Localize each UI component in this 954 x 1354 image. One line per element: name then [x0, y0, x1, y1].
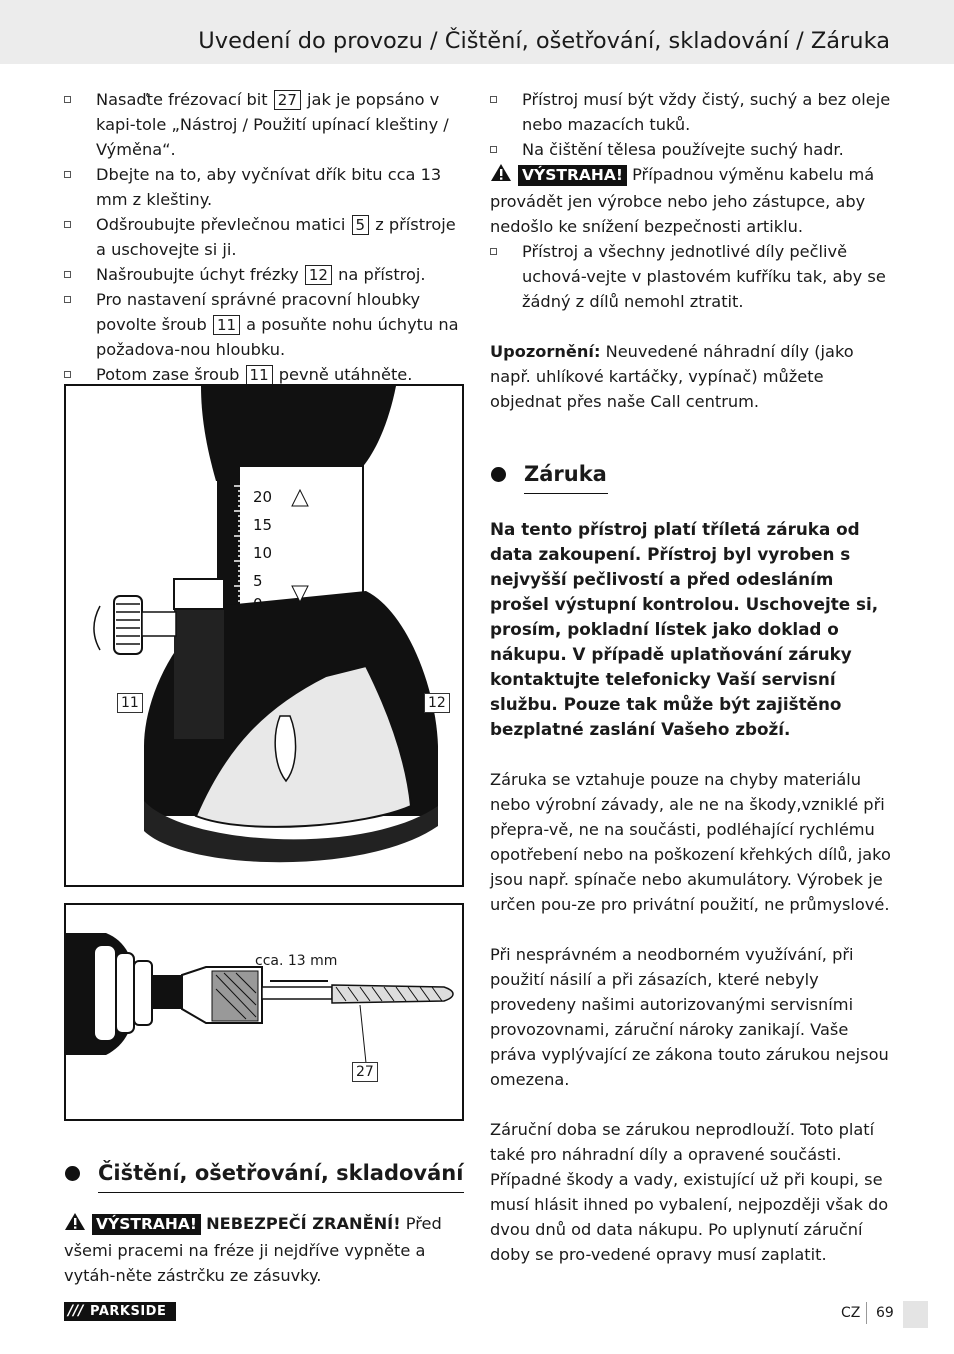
- note-label: Upozornění:: [490, 342, 601, 361]
- step-text: Odšroubujte převlečnou matici: [96, 215, 351, 234]
- callout-27: 27: [352, 1062, 378, 1082]
- step-text: Nasaďte frézovací bit: [96, 90, 273, 109]
- reference-number: 27: [274, 90, 301, 110]
- step-item: [64, 162, 464, 212]
- step-text: Našroubujte úchyt frézky: [96, 265, 304, 284]
- warning-text: Před všemi pracemi na fréze ji nejdříve vypněte a vytáh-něte zástrčku ze zásuvky.: [64, 1214, 442, 1285]
- bullet-square-icon: [64, 96, 71, 103]
- cleaning-section: [64, 1158, 464, 1288]
- language-code: CZ: [841, 1305, 861, 1321]
- step-item: [64, 212, 464, 262]
- step-item: [64, 287, 464, 362]
- scale-label: 0: [253, 595, 263, 613]
- warning-text: Případnou výměnu kabelu má provádět jen výrobce nebo jeho zástupce, aby nedošlo ke snížení bezpečnosti artiklu.: [490, 165, 875, 236]
- figure-bit-depth: [64, 903, 464, 1121]
- note: [490, 339, 895, 414]
- step-text: na přístroj.: [332, 265, 426, 284]
- section-rule: [98, 1192, 464, 1193]
- step-item: [64, 262, 464, 287]
- step-text: Potom zase šroub: [96, 365, 245, 384]
- bullet-square-icon: [64, 271, 71, 278]
- note-text: Neuvedené náhradní díly (jako např. uhlíkové kartáčky, vypínač) můžete objednat přes naše Call centrum.: [490, 342, 854, 411]
- warning-triangle-icon: [64, 1212, 86, 1238]
- scale-label: 20: [253, 488, 273, 506]
- figure-router-attachment: [64, 384, 464, 887]
- warranty-heading: Záruka: [490, 459, 895, 489]
- page-number: 69: [876, 1305, 894, 1321]
- injury-warning: [64, 1211, 464, 1288]
- bullet-square-icon: [64, 296, 71, 303]
- step-text: a posuňte nohu úchytu na požadova-nou hloubku.: [96, 315, 459, 359]
- reference-number: 12: [305, 265, 332, 285]
- warranty-paragraph: Záruční doba se zárukou neprodlouží. Toto platí také pro náhradní díly a opravené součásti. Případné škody a vady, existující už při koupi, se musí hlásit ihned po vybalení, nejpozději však do dvou dnů od data nákupu. Po uplynutí záruční doby se pro-vedené opravy musí zaplatit.: [490, 1120, 889, 1264]
- callout-12: 12: [424, 693, 450, 713]
- section-dot-icon: [65, 1166, 80, 1181]
- footer-divider: [866, 1302, 867, 1324]
- warranty-paragraph: Při nesprávném a neodborném využívání, při použití násilí a při zásazích, které nebyly provedeny našimi autorizovanými servisními provozovnami, záruční nároky zanikají. Vaše práva vyplývající ze zákona touto zárukou nejsou omezena.: [490, 945, 889, 1089]
- care-list: [490, 87, 895, 162]
- step-text: Dbejte na to, aby vyčnívat dřík bitu cca 13 mm z kleštiny.: [96, 165, 442, 209]
- step-text: Na čištění tělesa používejte suchý hadr.: [522, 140, 844, 159]
- warning-badge: VÝSTRAHA!: [518, 165, 627, 186]
- footer-tab: [903, 1301, 928, 1328]
- care-item: [490, 137, 895, 162]
- router-attachment-illustration: [66, 386, 462, 885]
- dimension-label: cca. 13 mm: [255, 953, 338, 969]
- reference-number: 11: [246, 365, 273, 385]
- collet-bit-illustration: [66, 905, 462, 1119]
- storage-item: [490, 239, 895, 314]
- storage-list: [490, 239, 895, 314]
- callout-11: 11: [117, 693, 143, 713]
- reference-number: 5: [352, 215, 370, 235]
- bullet-square-icon: [490, 146, 497, 153]
- right-column: [490, 87, 895, 1267]
- step-text: Pro nastavení správné pracovní hloubky povolte šroub: [96, 290, 421, 334]
- care-item: [490, 87, 895, 137]
- bullet-square-icon: [64, 171, 71, 178]
- scale-label: 5: [253, 572, 263, 590]
- warranty-intro: Na tento přístroj platí tříletá záruka od data zakoupení. Přístroj byl vyroben s nejvyšší pečlivostí a před odesláním prošel výstupní kontrolou. Uschovejte si, prosím, pokladní lístek jako doklad o nákupu. V případě uplatňování záruky kontaktujte telefonicky Vaší servisní službu. Pouze tak může být zajištěno bezplatné zaslání Vašeho zboží.: [490, 519, 879, 739]
- step-text: z přístroje a uschovejte si ji.: [96, 215, 456, 259]
- step-item: [64, 87, 464, 162]
- warranty-paragraph: Záruka se vztahuje pouze na chyby materiálu nebo výrobní závady, ale ne na škody,vzniklé při přepra-vě, ne na součásti, podléhající rychlému opotřebení nebo na poškození křehkých dílů, jako jsou např. spínače nebo akumulátory. Výrobek je určen pou-ze pro privátní použití, ne průmyslové.: [490, 770, 891, 914]
- cable-warning: [490, 162, 895, 239]
- parkside-logo: /// PARKSIDE: [64, 1302, 176, 1321]
- step-text: jak je popsáno v kapi-tole „Nástroj / Použití upínací kleštiny / Výměna“.: [96, 90, 449, 159]
- reference-number: 11: [213, 315, 240, 335]
- section-rule: [524, 493, 608, 494]
- warning-triangle-icon: [490, 163, 512, 189]
- depth-scale: [253, 483, 272, 613]
- bullet-square-icon: [64, 371, 71, 378]
- section-heading: Čištění, ošetřování, skladování: [64, 1158, 464, 1188]
- bullet-square-icon: [64, 221, 71, 228]
- step-text: pevně utáhněte.: [273, 365, 413, 384]
- bullet-square-icon: [490, 96, 497, 103]
- warning-bold: NEBEZPEČÍ ZRANĚNÍ!: [206, 1214, 401, 1233]
- page-title: Uvedení do provozu / Čištění, ošetřování, skladování / Záruka: [198, 28, 890, 54]
- steps-list: [64, 87, 464, 387]
- section-dot-icon: [491, 467, 506, 482]
- scale-label: 15: [253, 516, 273, 534]
- bullet-square-icon: [490, 248, 497, 255]
- scale-label: 10: [253, 544, 273, 562]
- left-column: [64, 87, 464, 387]
- step-text: Přístroj a všechny jednotlivé díly pečlivě uchová-vejte v plastovém kufříku tak, aby se žádný z dílů nemohl ztratit.: [522, 242, 886, 311]
- warning-badge: VÝSTRAHA!: [92, 1214, 201, 1235]
- page-header: [0, 0, 954, 64]
- step-text: Přístroj musí být vždy čistý, suchý a bez oleje nebo mazacích tuků.: [522, 90, 891, 134]
